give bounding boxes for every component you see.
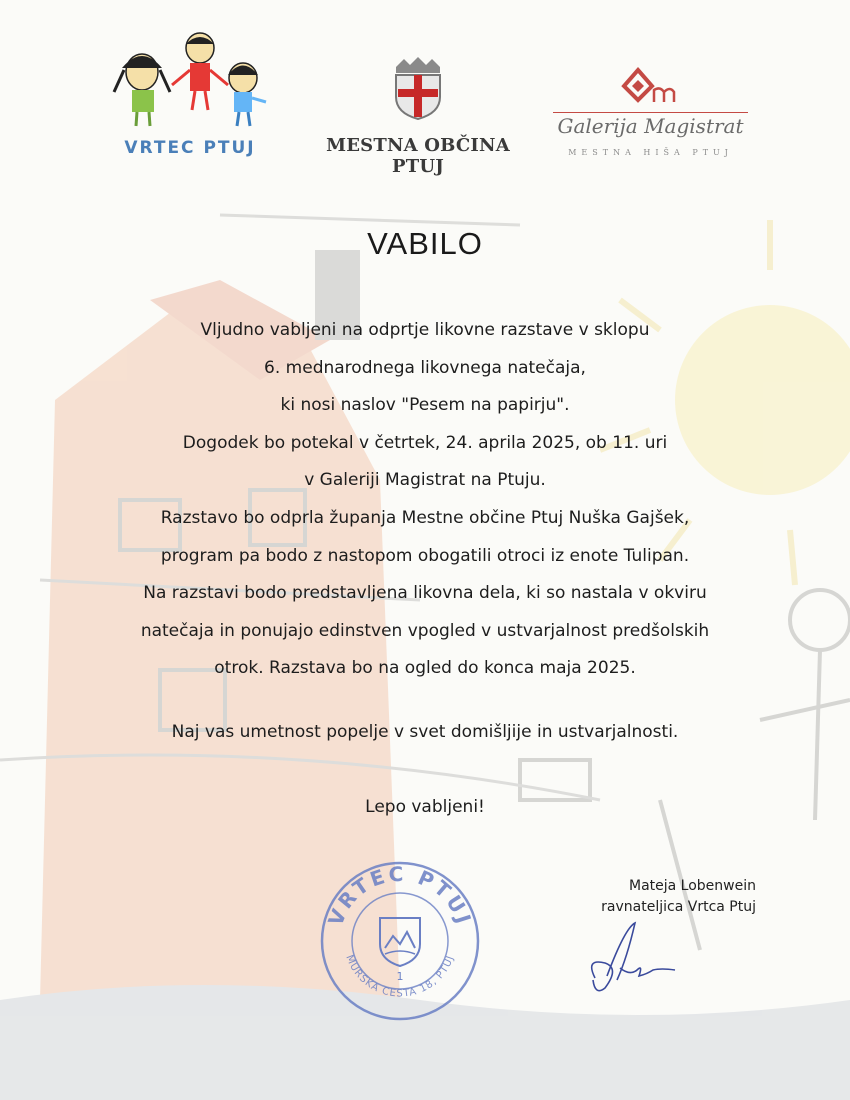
body-line: Razstavo bo odprla županja Mestne občine Ptuj Nuška Gajšek, bbox=[160, 507, 690, 528]
body-line: otrok. Razstava bo na ogled do konca maja 2025. bbox=[214, 658, 636, 679]
gm-monogram-icon bbox=[618, 66, 688, 108]
body-line: Dogodek bo potekal v četrtek, 24. aprila 2025, ob 11. uri bbox=[182, 432, 668, 453]
page-title: VABILO bbox=[367, 226, 483, 261]
galerija-divider bbox=[553, 112, 748, 113]
signer-name: Mateja Lobenwein bbox=[629, 878, 756, 894]
official-stamp bbox=[315, 856, 485, 1026]
stamp-number: 1 bbox=[396, 970, 404, 983]
coat-of-arms-icon bbox=[386, 55, 450, 121]
body-line: 6. mednarodnega likovnega natečaja, bbox=[264, 357, 586, 378]
stamp-bottom-text: MURSKA CESTA 18, PTUJ bbox=[343, 953, 457, 1000]
signer-role: ravnateljica Vrtca Ptuj bbox=[601, 899, 756, 915]
stamp-top-text: VRTEC PTUJ bbox=[323, 861, 477, 930]
galerija-magistrat-logo bbox=[548, 62, 758, 172]
signer-block bbox=[560, 876, 756, 918]
body-line: Na razstavi bodo predstavljena likovna dela, ki so nastala v okviru bbox=[143, 583, 707, 604]
vrtec-ptuj-logo-text: VRTEC PTUJ bbox=[124, 138, 256, 158]
invitation-body bbox=[70, 312, 780, 688]
svg-text:VRTEC PTUJ bbox=[323, 862, 477, 929]
greeting-line: Lepo vabljeni! bbox=[365, 797, 485, 817]
body-line: Vljudno vabljeni na odprtje likovne razstave v sklopu bbox=[200, 320, 650, 340]
closing-line: Naj vas umetnost popelje v svet domišljije in ustvarjalnosti. bbox=[171, 722, 679, 742]
body-line: v Galeriji Magistrat na Ptuju. bbox=[304, 470, 546, 491]
galerija-magistrat-name: Galerija Magistrat bbox=[557, 114, 744, 138]
mestna-obcina-logo-text: MESTNA OBČINA PTUJ bbox=[326, 135, 510, 177]
children-figures-icon bbox=[100, 30, 280, 135]
body-line: natečaja in ponujajo edinstven vpogled v ustvarjalnost predšolskih bbox=[140, 620, 710, 641]
body-line: ki nosi naslov "Pesem na papirju". bbox=[280, 395, 570, 416]
galerija-magistrat-subtitle: MESTNA HIŠA PTUJ bbox=[568, 148, 733, 157]
body-line: program pa bodo z nastopom obogatili otroci iz enote Tulipan. bbox=[160, 545, 690, 566]
handwritten-signature bbox=[565, 918, 705, 998]
vrtec-ptuj-logo bbox=[100, 30, 290, 165]
mestna-obcina-logo bbox=[298, 55, 538, 177]
